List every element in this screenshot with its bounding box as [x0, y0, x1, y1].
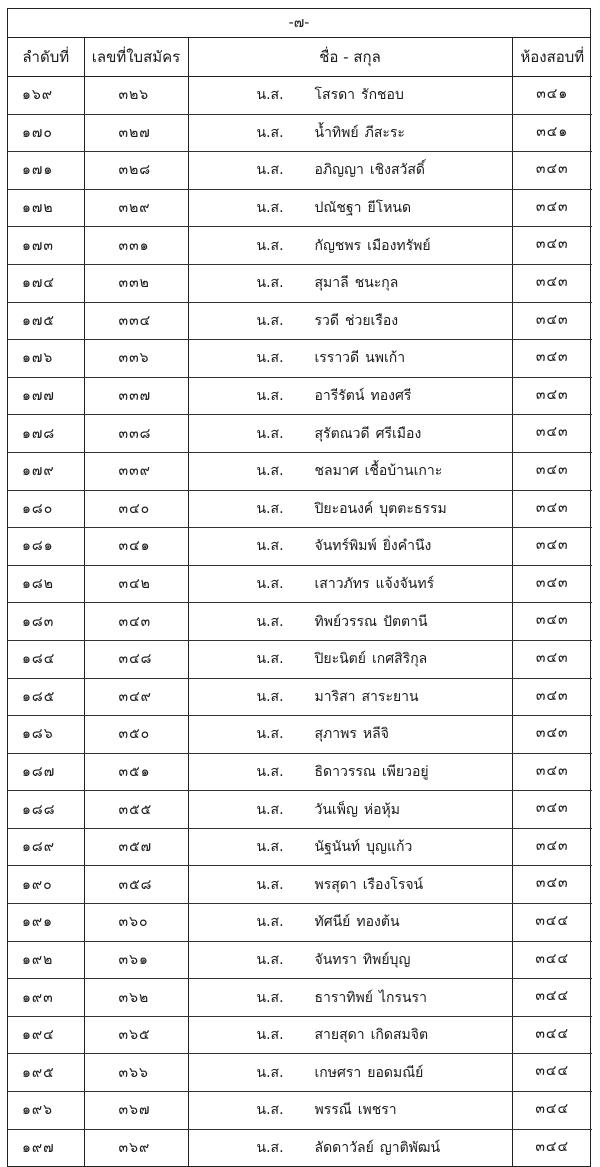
exam-room: ๓๔๓ [512, 678, 592, 716]
full-name-cell [188, 753, 512, 791]
first-name: สุรัตณวดี [314, 425, 370, 442]
row-number: ๑๘๐ [8, 490, 84, 528]
table-row [8, 528, 592, 566]
table-row [8, 77, 592, 115]
row-number: ๑๙๐ [8, 866, 84, 904]
table-row [8, 603, 592, 641]
last-name: ศรีเมือง [375, 425, 422, 442]
name-title: น.ส. [256, 613, 284, 630]
row-number: ๑๙๔ [8, 1016, 84, 1054]
last-name: เพชรา [357, 1102, 397, 1119]
name-title: น.ส. [256, 1139, 284, 1156]
row-number: ๑๘๔ [8, 640, 84, 678]
last-name: เพียวอยู่ [381, 763, 429, 780]
table-row [8, 904, 592, 942]
exam-room: ๓๔๔ [512, 1092, 592, 1130]
application-number: ๓๔๒ [84, 565, 188, 603]
full-name-cell [188, 828, 512, 866]
person-name [315, 385, 412, 407]
exam-room: ๓๔๔ [512, 904, 592, 942]
name-title: น.ส. [256, 1064, 284, 1081]
application-number: ๓๓๔ [84, 302, 188, 340]
exam-room: ๓๔๓ [512, 603, 592, 641]
person-name [315, 235, 431, 257]
person-name [315, 611, 428, 633]
full-name-cell [188, 678, 512, 716]
first-name: มาริสา [314, 688, 356, 705]
table-row [8, 264, 592, 302]
person-name [315, 122, 405, 144]
full-name-cell [188, 227, 512, 265]
full-name-cell [188, 640, 512, 678]
application-number: ๓๓๗ [84, 377, 188, 415]
first-name: อารีรัตน์ [314, 388, 365, 405]
exam-room: ๓๔๔ [512, 1054, 592, 1092]
last-name: แจ้งจันทร์ [375, 576, 435, 593]
table-row [8, 152, 592, 190]
last-name: หลีจิ [362, 726, 389, 743]
last-name: บุตตะธรรม [379, 500, 447, 517]
first-name: ธิดาวรรณ [314, 763, 376, 780]
full-name-cell [188, 340, 512, 378]
name-title: น.ส. [256, 1102, 284, 1119]
table-row [8, 828, 592, 866]
person-name [315, 84, 404, 106]
row-number: ๑๗๙ [8, 452, 84, 490]
exam-room: ๓๔๓ [512, 415, 592, 453]
row-number: ๑๘๕ [8, 678, 84, 716]
exam-room: ๓๔๓ [512, 791, 592, 829]
roster-body [8, 77, 592, 1167]
row-number: ๑๙๗ [8, 1129, 84, 1166]
row-number: ๑๗๘ [8, 415, 84, 453]
application-number: ๓๕๕ [84, 791, 188, 829]
name-title: น.ส. [256, 688, 284, 705]
last-name: นพเก้า [365, 350, 406, 367]
row-number: ๑๘๓ [8, 603, 84, 641]
last-name: เรืองโรจน์ [362, 876, 424, 893]
name-title: น.ส. [256, 275, 284, 292]
row-number: ๑๗๖ [8, 340, 84, 378]
full-name-cell [188, 114, 512, 152]
first-name: จันทร์พิมพ์ [314, 538, 377, 555]
last-name: ยีโหนด [367, 200, 412, 217]
row-number: ๑๙๖ [8, 1092, 84, 1130]
table-row [8, 340, 592, 378]
full-name-cell [188, 302, 512, 340]
table-row [8, 716, 592, 754]
person-name [315, 159, 426, 181]
exam-room: ๓๔๓ [512, 866, 592, 904]
table-row [8, 979, 592, 1017]
application-number: ๓๒๘ [84, 152, 188, 190]
person-name [315, 1024, 429, 1046]
full-name-cell [188, 716, 512, 754]
name-title: น.ส. [256, 87, 284, 104]
page-number: -๗- [8, 9, 590, 38]
table-row [8, 1054, 592, 1092]
full-name-cell [188, 189, 512, 227]
person-name [315, 310, 399, 332]
table-row [8, 377, 592, 415]
full-name-cell [188, 377, 512, 415]
person-name [315, 648, 428, 670]
first-name: ทัศนีย์ [314, 914, 351, 931]
person-name [315, 535, 432, 557]
exam-room: ๓๔๓ [512, 227, 592, 265]
first-name: วันเพ็ญ [314, 801, 358, 818]
first-name: สายสุดา [314, 1027, 365, 1044]
full-name-cell [188, 528, 512, 566]
application-number: ๓๕๗ [84, 828, 188, 866]
table-row [8, 1016, 592, 1054]
name-title: น.ส. [256, 200, 284, 217]
row-number: ๑๙๒ [8, 941, 84, 979]
row-number: ๑๘๒ [8, 565, 84, 603]
application-number: ๓๖๑ [84, 941, 188, 979]
first-name: สุมาลี [314, 275, 349, 292]
exam-room: ๓๔๓ [512, 753, 592, 791]
row-number: ๑๘๑ [8, 528, 84, 566]
last-name: ปัตตานี [383, 613, 428, 630]
name-title: น.ส. [256, 124, 284, 141]
person-name [315, 1099, 397, 1121]
application-number: ๓๖๒ [84, 979, 188, 1017]
last-name: เชิงสวัสดิ์ [369, 162, 426, 179]
exam-room: ๓๔๑ [512, 77, 592, 115]
person-name [315, 686, 419, 708]
row-number: ๑๗๕ [8, 302, 84, 340]
name-title: น.ส. [256, 350, 284, 367]
exam-room: ๓๔๔ [535, 1138, 570, 1155]
row-number: ๑๗๗ [8, 377, 84, 415]
name-title: น.ส. [256, 876, 284, 893]
first-name: กัญชพร [314, 237, 362, 254]
table-row [8, 227, 592, 265]
name-title: น.ส. [256, 500, 284, 517]
application-number: ๓๖๙ [84, 1129, 188, 1166]
application-number: ๓๓๙ [84, 452, 188, 490]
table-row [8, 866, 592, 904]
name-title: น.ส. [256, 914, 284, 931]
last-name: ภีสะระ [364, 124, 405, 141]
first-name: ธาราทิพย์ [314, 989, 373, 1006]
name-title: น.ส. [256, 425, 284, 442]
full-name-cell [188, 565, 512, 603]
row-number: ๑๘๙ [8, 828, 84, 866]
last-name: ช่วยเรือง [344, 312, 399, 329]
table-row [8, 791, 592, 829]
name-title: น.ส. [256, 237, 284, 254]
name-title: น.ส. [256, 538, 284, 555]
last-name: ทิพย์บุญ [362, 951, 411, 968]
row-number: ๑๗๐ [8, 114, 84, 152]
last-name: ชนะกุล [354, 275, 399, 292]
name-title: น.ส. [256, 576, 284, 593]
application-number: ๓๓๖ [84, 340, 188, 378]
person-name [315, 347, 406, 369]
full-name-cell [188, 415, 512, 453]
full-name-cell [188, 490, 512, 528]
person-name [315, 272, 399, 294]
name-title: น.ส. [256, 726, 284, 743]
row-number: ๑๗๓ [8, 227, 84, 265]
table-row [8, 452, 592, 490]
application-number: ๓๔๙ [84, 678, 188, 716]
person-name [315, 573, 435, 595]
name-title: น.ส. [256, 651, 284, 668]
last-name: เมืองทรัพย์ [367, 237, 431, 254]
application-number: ๓๕๐ [84, 716, 188, 754]
exam-room: ๓๔๓ [512, 302, 592, 340]
full-name-cell [188, 941, 512, 979]
person-name [315, 836, 413, 858]
person-name [315, 498, 447, 520]
exam-room: ๓๔๓ [512, 377, 592, 415]
table-row [8, 490, 592, 528]
person-name [315, 723, 389, 745]
header-full-name: ชื่อ - สกุล [188, 38, 512, 77]
application-number: ๓๔๓ [84, 603, 188, 641]
row-number: ๑๙๓ [8, 979, 84, 1017]
application-number: ๓๕๘ [84, 866, 188, 904]
name-title: น.ส. [256, 463, 284, 480]
last-name: ยอดมณีย์ [367, 1064, 424, 1081]
exam-roster-sheet [7, 8, 591, 1167]
person-name [315, 949, 411, 971]
last-name: ยิ่งคำนึง [382, 538, 432, 555]
person-name [315, 423, 422, 445]
first-name: เกษศรา [314, 1064, 362, 1081]
full-name-cell [188, 1054, 512, 1092]
name-title: น.ส. [256, 951, 284, 968]
exam-room: ๓๔๓ [512, 490, 592, 528]
first-name: เรราวดี [314, 350, 360, 367]
exam-room: ๓๔๓ [512, 152, 592, 190]
full-name-cell [188, 152, 512, 190]
table-row [8, 941, 592, 979]
exam-room: ๓๔๓ [512, 640, 592, 678]
first-name: ปิยะนิตย์ [314, 651, 366, 668]
row-number: ๑๘๗ [8, 753, 84, 791]
exam-room: ๓๔๓ [512, 264, 592, 302]
name-title: น.ส. [256, 312, 284, 329]
full-name-cell [188, 904, 512, 942]
full-name-cell [188, 866, 512, 904]
table-row [8, 678, 592, 716]
application-number: ๓๖๐ [84, 904, 188, 942]
name-title: น.ส. [256, 162, 284, 179]
last-name: เกศสิริกุล [371, 651, 428, 668]
header-no: ลำดับที่ [8, 38, 84, 77]
application-number: ๓๖๗ [84, 1092, 188, 1130]
application-number: ๓๒๙ [84, 189, 188, 227]
application-number: ๓๓๒ [84, 264, 188, 302]
name-title: น.ส. [256, 1027, 284, 1044]
application-number: ๓๓๘ [84, 415, 188, 453]
last-name: ทองต้น [356, 914, 400, 931]
first-name: พรสุดา [314, 876, 357, 893]
full-name-cell [188, 979, 512, 1017]
name-title: น.ส. [256, 839, 284, 856]
exam-room: ๓๔๓ [512, 189, 592, 227]
person-name [315, 911, 400, 933]
row-number: ๑๗๔ [8, 264, 84, 302]
exam-room: ๓๔๑ [512, 114, 592, 152]
full-name-cell [188, 452, 512, 490]
exam-room: ๓๔๓ [512, 452, 592, 490]
person-name [315, 1137, 441, 1159]
application-number: ๓๒๗ [84, 114, 188, 152]
header-exam-room: ห้องสอบที่ [512, 38, 592, 77]
first-name: สุภาพร [314, 726, 357, 743]
person-name [315, 1062, 424, 1084]
roster-table [8, 38, 592, 1166]
header-row [8, 38, 592, 77]
exam-room: ๓๔๓ [512, 565, 592, 603]
application-number: ๓๔๘ [84, 640, 188, 678]
table-row [8, 1092, 592, 1130]
last-name: ไกรนรา [378, 989, 427, 1006]
name-title: น.ส. [256, 989, 284, 1006]
application-number: ๓๔๑ [84, 528, 188, 566]
full-name-cell [188, 1016, 512, 1054]
person-name [315, 197, 412, 219]
first-name: จันทรา [314, 951, 357, 968]
exam-room: ๓๔๓ [512, 716, 592, 754]
row-number: ๑๘๘ [8, 791, 84, 829]
full-name-cell [188, 603, 512, 641]
table-row [8, 565, 592, 603]
person-name [315, 460, 443, 482]
exam-room: ๓๔๔ [512, 1016, 592, 1054]
full-name-cell [188, 264, 512, 302]
person-name [315, 799, 400, 821]
last-name: เกิดสมจิต [370, 1027, 429, 1044]
row-number: ๑๙๑ [8, 904, 84, 942]
person-name [315, 874, 424, 896]
name-title: น.ส. [256, 388, 284, 405]
first-name: ปณัชฐา [314, 200, 362, 217]
application-number: ๓๒๖ [84, 77, 188, 115]
first-name: ชลมาศ [314, 463, 359, 480]
row-number: ๑๙๕ [8, 1054, 84, 1092]
full-name-cell [188, 791, 512, 829]
row-number: ๑๗๑ [8, 152, 84, 190]
person-name [315, 761, 429, 783]
last-name: สาระยาน [361, 688, 419, 705]
table-row [8, 415, 592, 453]
table-row [8, 302, 592, 340]
first-name: อภิญญา [314, 162, 364, 179]
first-name: ปิยะอนงค์ [314, 500, 374, 517]
application-number: ๓๖๖ [84, 1054, 188, 1092]
first-name: ทิพย์วรรณ [314, 613, 378, 630]
full-name-cell [188, 1092, 512, 1130]
last-name: ห่อหุ้ม [363, 801, 400, 818]
last-name: ทองศรี [370, 388, 412, 405]
first-name: รวดี [314, 312, 339, 329]
application-number: ๓๖๕ [84, 1016, 188, 1054]
full-name-cell [188, 1129, 512, 1166]
table-row [8, 640, 592, 678]
first-name: เสาวภัทร [314, 576, 370, 593]
first-name: น้ำทิพย์ [314, 124, 359, 141]
first-name: นัฐนันท์ [314, 839, 361, 856]
table-row [8, 189, 592, 227]
last-name: รักชอบ [361, 87, 404, 104]
exam-room: ๓๔๓ [512, 528, 592, 566]
table-row [8, 114, 592, 152]
row-number: ๑๖๙ [8, 77, 84, 115]
row-number: ๑๘๖ [8, 716, 84, 754]
row-number: ๑๗๒ [8, 189, 84, 227]
first-name: พรรณี [314, 1102, 352, 1119]
exam-room: ๓๔๓ [512, 340, 592, 378]
name-title: น.ส. [256, 801, 284, 818]
person-name [315, 987, 427, 1009]
name-title: น.ส. [256, 763, 284, 780]
last-name: เชื้อบ้านเกาะ [364, 463, 443, 480]
exam-room: ๓๔๔ [512, 979, 592, 1017]
application-number: ๓๕๑ [84, 753, 188, 791]
exam-room: ๓๔๔ [512, 941, 592, 979]
full-name-cell [188, 77, 512, 115]
last-name: บุญแก้ว [366, 839, 413, 856]
last-name: ญาติพัฒน์ [379, 1139, 441, 1156]
application-number: ๓๔๐ [84, 490, 188, 528]
exam-room: ๓๔๓ [512, 828, 592, 866]
header-application-no: เลขที่ใบสมัคร [84, 38, 188, 77]
application-number: ๓๓๑ [84, 227, 188, 265]
table-row [8, 1129, 592, 1166]
table-row [8, 753, 592, 791]
first-name: ลัดดาวัลย์ [314, 1139, 374, 1156]
first-name: โสรดา [314, 87, 356, 104]
